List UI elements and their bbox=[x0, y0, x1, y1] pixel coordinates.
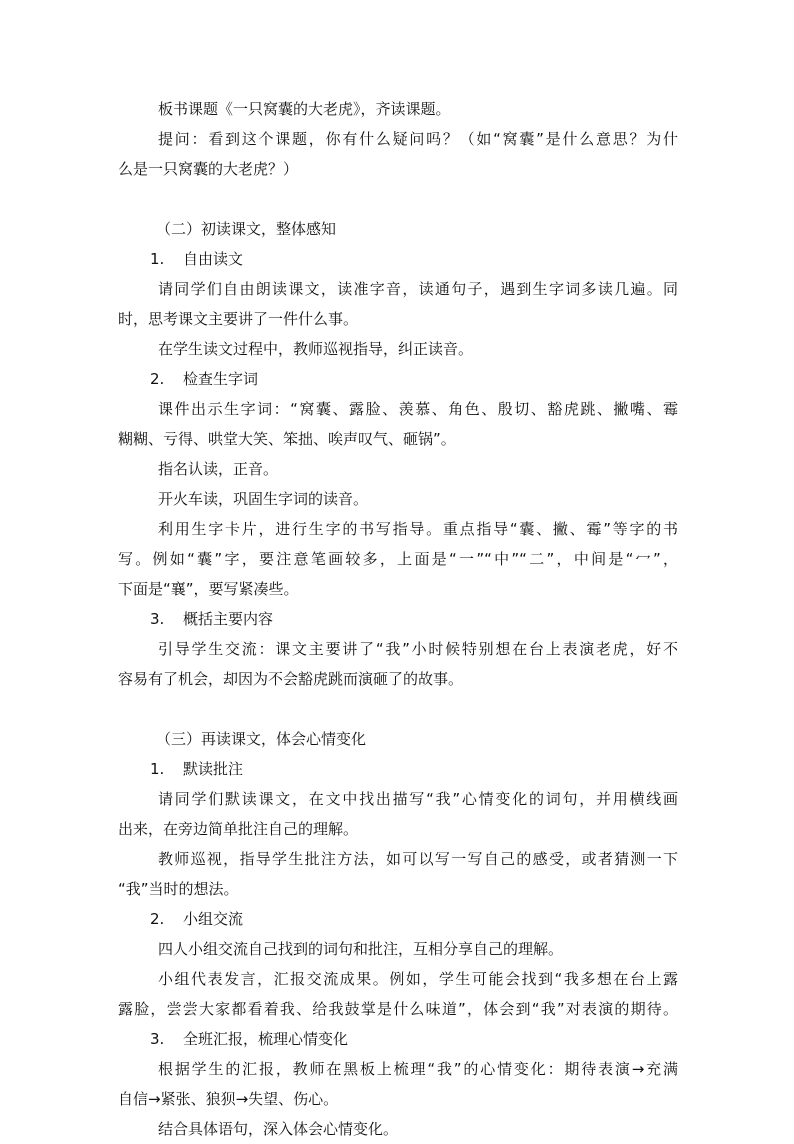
paragraph-line: 请同学们默读课文，在文中找出描写“我”心情变化的词句，并用横线画 bbox=[158, 790, 678, 808]
list-item-heading bbox=[118, 754, 678, 784]
list-title: 小组交流 bbox=[183, 910, 244, 928]
paragraph-line: 结合具体语句，深入体会心情变化。 bbox=[158, 1120, 399, 1138]
list-number: 3. bbox=[150, 1030, 165, 1048]
paragraph-line: 请同学们自由朗读课文，读准字音，读通句子，遇到生字词多读几遍。同 bbox=[158, 280, 678, 298]
paragraph-line: “我”当时的想法。 bbox=[118, 880, 239, 898]
paragraph-line: 四人小组交流自己找到的词句和批注，互相分享自己的理解。 bbox=[158, 940, 564, 958]
list-item-heading bbox=[118, 1024, 678, 1054]
list-title: 概括主要内容 bbox=[183, 610, 274, 628]
list-title: 自由读文 bbox=[183, 250, 244, 268]
paragraph-line: 糊糊、亏得、哄堂大笑、笨拙、唉声叹气、砸锅”。 bbox=[118, 430, 456, 448]
list-number: 1. bbox=[150, 760, 165, 778]
list-number: 1. bbox=[150, 250, 165, 268]
list-number: 3. bbox=[150, 610, 165, 628]
section-heading-2: （二）初读课文，整体感知 bbox=[156, 220, 337, 238]
paragraph-line: 教师巡视，指导学生批注方法，如可以写一写自己的感受，或者猜测一下 bbox=[158, 850, 678, 868]
paragraph-line: 利用生字卡片，进行生字的书写指导。重点指导“囊、撇、霉”等字的书 bbox=[158, 520, 678, 538]
list-item-heading bbox=[118, 244, 678, 274]
list-number: 2. bbox=[150, 370, 165, 388]
paragraph-line: 引导学生交流：课文主要讲了“我”小时候特别想在台上表演老虎，好不 bbox=[158, 640, 678, 658]
paragraph-question-line1: 提问：看到这个课题，你有什么疑问吗？（如“窝囊”是什么意思？为什 bbox=[158, 130, 678, 148]
list-item-heading bbox=[118, 904, 678, 934]
paragraph-board-title: 板书课题《一只窝囊的大老虎》，齐读课题。 bbox=[158, 100, 451, 118]
paragraph-line: 在学生读文过程中，教师巡视指导，纠正读音。 bbox=[158, 340, 474, 358]
list-title: 检查生字词 bbox=[183, 370, 259, 388]
paragraph-line: 下面是“襄”，要写紧凑些。 bbox=[118, 580, 299, 598]
list-item-heading bbox=[118, 604, 678, 634]
paragraph-line: 根据学生的汇报，教师在黑板上梳理“我”的心情变化：期待表演→充满 bbox=[158, 1060, 678, 1078]
list-number: 2. bbox=[150, 910, 165, 928]
paragraph-line: 时，思考课文主要讲了一件什么事。 bbox=[118, 310, 359, 328]
paragraph-line: 容易有了机会，却因为不会豁虎跳而演砸了的故事。 bbox=[118, 670, 464, 688]
list-item-heading bbox=[118, 364, 678, 394]
paragraph-line: 指名认读，正音。 bbox=[158, 460, 279, 478]
paragraph-line: 自信→紧张、狼狈→失望、伤心。 bbox=[118, 1090, 339, 1108]
paragraph-line: 课件出示生字词：“窝囊、露脸、羡慕、角色、殷切、豁虎跳、撇嘴、霉 bbox=[158, 400, 678, 418]
paragraph-line: 露脸，尝尝大家都看着我、给我鼓掌是什么味道”，体会到“我”对表演的期待。 bbox=[118, 1000, 678, 1018]
paragraph-question-line2: 么是一只窝囊的大老虎？） bbox=[118, 160, 299, 178]
paragraph-line: 写。例如“囊”字，要注意笔画较多，上面是“一”“中”“二”，中间是“冖”， bbox=[118, 550, 678, 568]
list-title: 默读批注 bbox=[183, 760, 244, 778]
paragraph-line: 小组代表发言，汇报交流成果。例如，学生可能会找到“我多想在台上露 bbox=[158, 970, 678, 988]
paragraph-line: 出来，在旁边简单批注自己的理解。 bbox=[118, 820, 359, 838]
document-body bbox=[118, 94, 678, 1144]
section-heading-3: （三）再读课文，体会心情变化 bbox=[156, 730, 367, 748]
list-title: 全班汇报，梳理心情变化 bbox=[183, 1030, 349, 1048]
paragraph-line: 开火车读，巩固生字词的读音。 bbox=[158, 490, 369, 508]
